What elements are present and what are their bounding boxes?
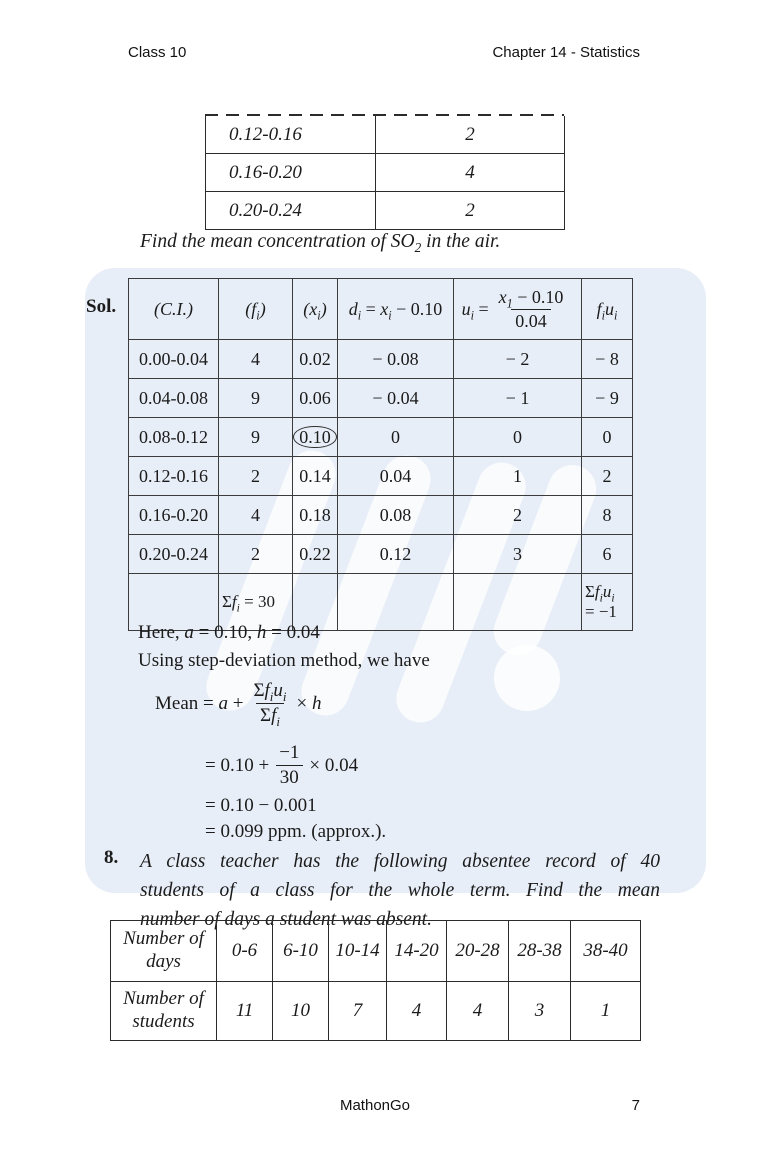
days-range: 10-14 xyxy=(329,921,387,982)
cell-fiui: − 8 xyxy=(582,340,633,379)
cell-di: − 0.08 xyxy=(338,340,454,379)
footer-brand: MathonGo xyxy=(339,1097,411,1114)
sum-fiui-line1: $\Sigma f_iu_i$ xyxy=(585,582,615,605)
header-xi-text: $(x_i)$ xyxy=(303,298,327,323)
eq2-rhs: × 0.04 xyxy=(309,754,359,776)
question-number: 8. xyxy=(104,847,119,868)
method-line: Using step-deviation method, we have xyxy=(138,650,430,671)
here-line: Here, a = 0.10, h = 0.04 xyxy=(138,622,320,643)
cell-xi: 0.02 xyxy=(293,340,338,379)
header-class-label: Class 10 xyxy=(128,44,187,61)
table-row xyxy=(206,154,565,192)
cell-xi-assumed-mean xyxy=(293,418,338,457)
cell-ui: 3 xyxy=(454,535,582,574)
mean-denominator: $\Sigma f_i$ xyxy=(256,703,284,727)
table-row xyxy=(129,340,633,379)
simplify-step: = 0.10 − 0.001 xyxy=(205,795,317,816)
cell-fi: 4 xyxy=(219,496,293,535)
cell-ci: 0.16-0.20 xyxy=(129,496,219,535)
header-chapter-label: Chapter 14 - Statistics xyxy=(492,44,640,61)
days-label: Number of days xyxy=(111,921,217,982)
eq2-lhs: = 0.10 + xyxy=(205,754,270,776)
absentee-record-table xyxy=(110,920,641,1041)
class-interval-cell: 0.20-0.24 xyxy=(206,192,376,230)
cell-di: − 0.04 xyxy=(338,379,454,418)
frequency-cell: 2 xyxy=(376,192,565,230)
students-count: 4 xyxy=(447,982,509,1041)
table-row xyxy=(129,457,633,496)
cell-fiui: − 9 xyxy=(582,379,633,418)
students-count: 3 xyxy=(509,982,571,1041)
table-header-row xyxy=(129,279,633,340)
students-count: 1 xyxy=(571,982,641,1041)
header-fi-text: $(f_i)$ xyxy=(245,298,266,323)
header-di-text: $d_i = x_i - 0.10$ xyxy=(348,298,443,323)
header-ci-text: (C.I.) xyxy=(154,298,193,319)
class-interval-cell: 0.12-0.16 xyxy=(206,116,376,154)
cell-ci: 0.12-0.16 xyxy=(129,457,219,496)
students-count: 10 xyxy=(273,982,329,1041)
header-fi xyxy=(219,279,293,340)
students-count: 4 xyxy=(387,982,447,1041)
header-ui xyxy=(454,279,582,340)
question-line: A class teacher has the following absentee record of 40 xyxy=(140,851,660,872)
cell-ci: 0.04-0.08 xyxy=(129,379,219,418)
days-range: 6-10 xyxy=(273,921,329,982)
cell-ui: 1 xyxy=(454,457,582,496)
result-line: = 0.099 ppm. (approx.). xyxy=(205,821,387,842)
circled-assumed-mean: 0.10 xyxy=(293,426,337,449)
frequency-cell: 4 xyxy=(376,154,565,192)
cell-xi: 0.18 xyxy=(293,496,338,535)
class-interval-cell: 0.16-0.20 xyxy=(206,154,376,192)
cell-xi: 0.22 xyxy=(293,535,338,574)
cell-xi: 0.14 xyxy=(293,457,338,496)
page-footer xyxy=(110,1097,640,1114)
cell-fiui: 6 xyxy=(582,535,633,574)
page-header xyxy=(128,44,640,61)
cell-fiui: 2 xyxy=(582,457,633,496)
eq2-numerator: −1 xyxy=(279,742,300,763)
cell-fi: 2 xyxy=(219,535,293,574)
days-range: 0-6 xyxy=(217,921,273,982)
question-line: number of days a student was absent. xyxy=(140,909,432,930)
table-row xyxy=(206,116,565,154)
cell-fi: 4 xyxy=(219,340,293,379)
ui-denominator: 0.04 xyxy=(511,309,551,332)
table-row xyxy=(129,496,633,535)
cell-ui: 2 xyxy=(454,496,582,535)
days-row xyxy=(111,921,641,982)
eq2-fraction xyxy=(275,742,303,789)
mean-fraction xyxy=(249,680,290,727)
table-row xyxy=(129,418,633,457)
frequency-cell: 2 xyxy=(376,116,565,154)
footer-page-number: 7 xyxy=(631,1097,640,1114)
sum-fi-text: $\Sigma f_i = 30$ xyxy=(222,592,275,615)
days-range: 14-20 xyxy=(387,921,447,982)
cell-xi: 0.06 xyxy=(293,379,338,418)
sum-fiui-line2: = −1 xyxy=(585,602,617,621)
ui-numerator: $x_1 - 0.10$ xyxy=(498,286,564,311)
cell-empty xyxy=(454,574,582,631)
ui-formula xyxy=(462,287,574,332)
students-row xyxy=(111,982,641,1041)
eq2-denominator: 30 xyxy=(276,765,303,789)
days-range: 38-40 xyxy=(571,921,641,982)
cell-ui: 0 xyxy=(454,418,582,457)
table-row xyxy=(206,192,565,230)
cell-sum-fiui xyxy=(582,574,633,631)
cell-empty xyxy=(338,574,454,631)
cell-di: 0.04 xyxy=(338,457,454,496)
cell-ci: 0.20-0.24 xyxy=(129,535,219,574)
cell-fiui: 8 xyxy=(582,496,633,535)
mean-formula xyxy=(155,680,321,727)
cell-ui: − 2 xyxy=(454,340,582,379)
days-range: 20-28 xyxy=(447,921,509,982)
days-range: 28-38 xyxy=(509,921,571,982)
cell-fi: 9 xyxy=(219,379,293,418)
mean-rhs: × h xyxy=(296,692,322,714)
question-line: students of a class for the whole term. Find the mean xyxy=(140,880,660,901)
so2-frequency-table-continued xyxy=(205,116,565,230)
cell-fi: 2 xyxy=(219,457,293,496)
students-count: 11 xyxy=(217,982,273,1041)
mean-numerator: $\Sigma f_iu_i$ xyxy=(253,680,287,704)
sol-label: Sol. xyxy=(86,296,117,317)
header-di xyxy=(338,279,454,340)
ui-fraction xyxy=(495,287,568,332)
table-row xyxy=(129,379,633,418)
step-deviation-table xyxy=(128,278,633,631)
header-ci xyxy=(129,279,219,340)
header-fiui-text: $f_iu_i$ xyxy=(596,298,618,323)
cell-di: 0.12 xyxy=(338,535,454,574)
cell-di: 0 xyxy=(338,418,454,457)
ui-lhs: $u_i$ = xyxy=(461,298,489,323)
header-xi xyxy=(293,279,338,340)
watermark-dot xyxy=(494,645,560,711)
students-count: 7 xyxy=(329,982,387,1041)
substitution-step xyxy=(205,742,358,789)
header-fiui xyxy=(582,279,633,340)
question-prompt: Find the mean concentration of $SO_2$ in the air. xyxy=(140,231,501,255)
students-label: Number of students xyxy=(111,982,217,1041)
cell-fi: 9 xyxy=(219,418,293,457)
cell-ci: 0.00-0.04 xyxy=(129,340,219,379)
table-row xyxy=(129,535,633,574)
cell-di: 0.08 xyxy=(338,496,454,535)
cell-fiui: 0 xyxy=(582,418,633,457)
mean-lhs: Mean = a + xyxy=(155,692,244,714)
cell-ci: 0.08-0.12 xyxy=(129,418,219,457)
cell-ui: − 1 xyxy=(454,379,582,418)
